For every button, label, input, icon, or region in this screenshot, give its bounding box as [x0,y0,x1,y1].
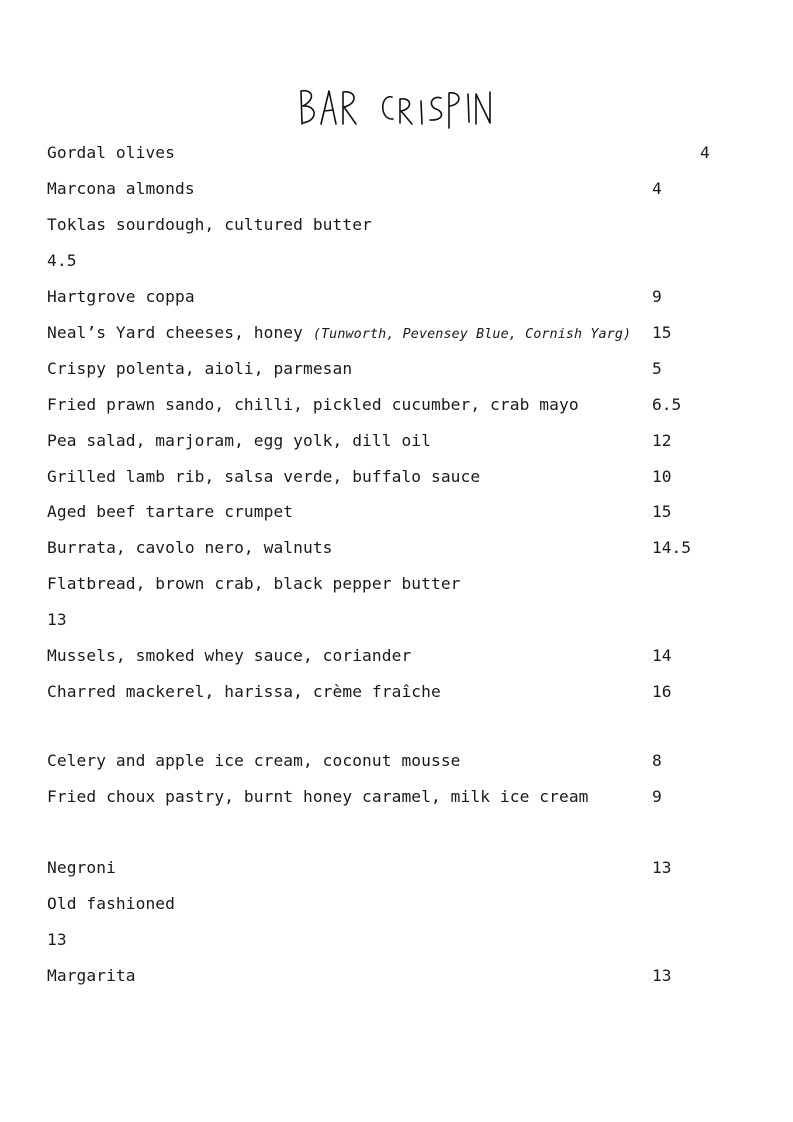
drink-price: 13 [47,930,67,949]
restaurant-logo [0,84,793,134]
menu-item-price: 4 [652,179,662,198]
menu-item-price: 15 [652,323,672,342]
menu-item-name: Flatbread, brown crab, black pepper butter [47,574,461,593]
menu-item-name: Aged beef tartare crumpet [47,502,294,521]
drink-name: Negroni [47,858,116,877]
dessert-name: Fried choux pastry, burnt honey caramel, milk ice cream [47,787,589,806]
menu-item-price: 14 [652,646,672,665]
menu-item-price: 6.5 [652,395,682,414]
menu-item-name: Marcona almonds [47,179,195,198]
menu-item-name: Mussels, smoked whey sauce, coriander [47,646,412,665]
drink-price: 13 [652,966,672,985]
menu-item-price: 9 [652,287,662,306]
menu-item-price: 12 [652,431,672,450]
drink-name: Margarita [47,966,136,985]
menu-item-name: Burrata, cavolo nero, walnuts [47,538,333,557]
menu-item-name: Grilled lamb rib, salsa verde, buffalo sauce [47,467,481,486]
menu-item-price: 4 [700,143,710,162]
menu-item-price: 15 [652,502,672,521]
menu-item-name: Toklas sourdough, cultured butter [47,215,372,234]
drink-name: Old fashioned [47,894,175,913]
menu-item-price: 13 [47,610,67,629]
menu-item-row [47,323,631,345]
menu-item-price: 4.5 [47,251,77,270]
menu-item-name: Pea salad, marjoram, egg yolk, dill oil [47,431,431,450]
menu-item-name: Fried prawn sando, chilli, pickled cucumber, crab mayo [47,395,579,414]
menu-item-price: 10 [652,467,672,486]
menu-item-name: Gordal olives [47,143,175,162]
menu-item-name: Charred mackerel, harissa, crème fraîche [47,682,441,701]
dessert-name: Celery and apple ice cream, coconut mousse [47,751,461,770]
menu-item-name: Hartgrove coppa [47,287,195,306]
menu-item-note: (Tunworth, Pevensey Blue, Cornish Yarg) [312,327,632,342]
menu-item-price: 16 [652,682,672,701]
menu-item-name: Crispy polenta, aioli, parmesan [47,359,353,378]
menu-item-price: 14.5 [652,538,691,557]
drink-price: 13 [652,858,672,877]
menu-item-name: Neal’s Yard cheeses, honey [47,323,303,342]
dessert-price: 8 [652,751,662,770]
bar-crispin-wordmark [297,84,497,130]
menu-item-price: 5 [652,359,662,378]
dessert-price: 9 [652,787,662,806]
